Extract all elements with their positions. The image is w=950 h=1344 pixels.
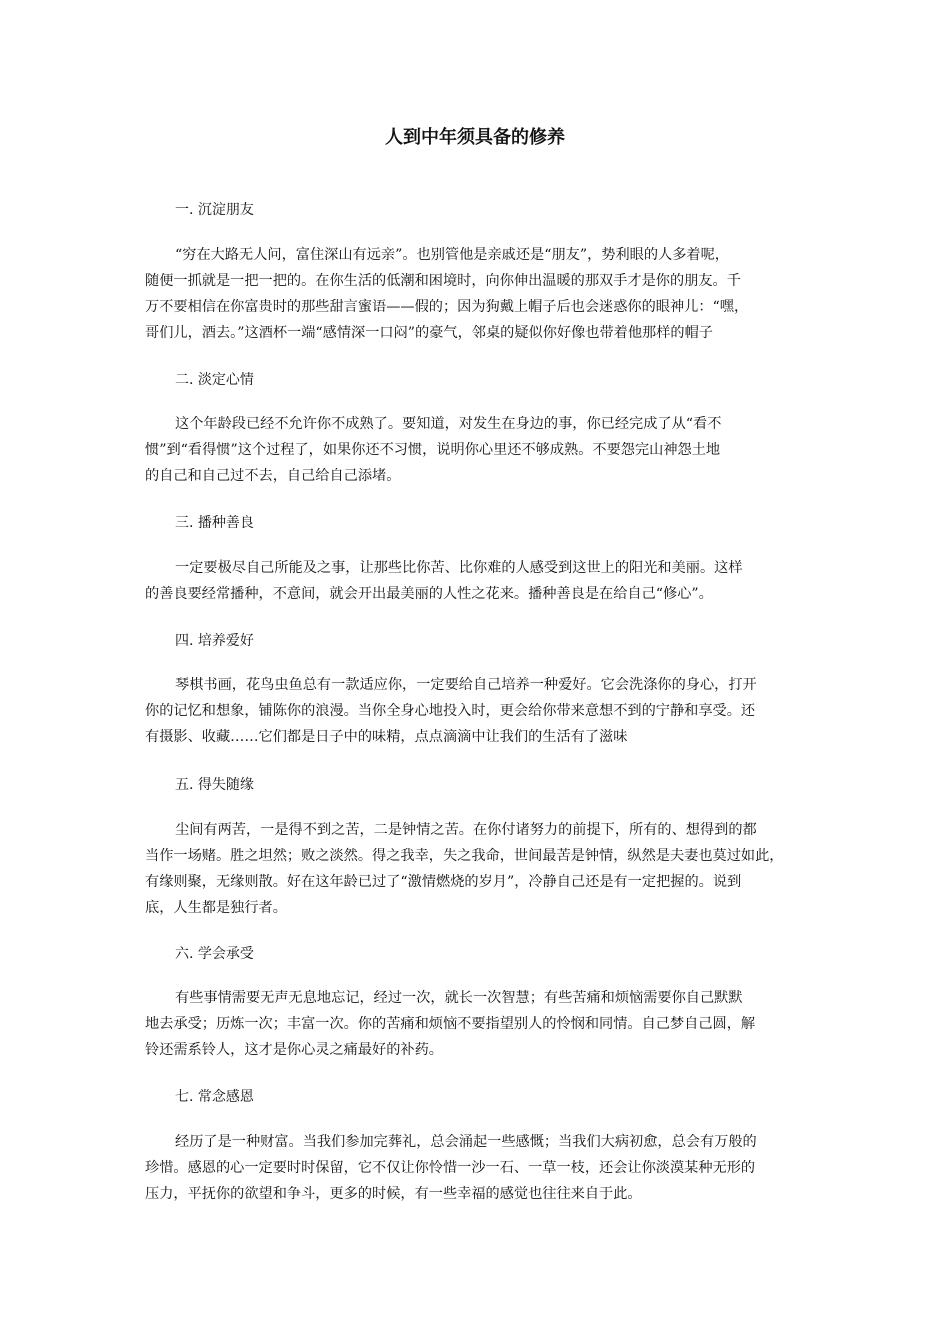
paragraph-line: 哥们儿，酒去。”这酒杯一端“感情深一口闷”的豪气，邻桌的疑似你好像也带着他那样的帽子 <box>145 325 713 341</box>
section-paragraph-7 <box>145 1129 809 1207</box>
paragraph-line: 万不要相信在你富贵时的那些甜言蜜语——假的；因为狗戴上帽子后也会迷惑你的眼神儿：“嘿， <box>145 299 749 315</box>
section-paragraph-2 <box>145 411 809 489</box>
section-heading-3: 三. 播种善良 <box>175 515 254 531</box>
section-paragraph-4 <box>145 672 809 750</box>
paragraph-line: 压力，平抚你的欲望和争斗，更多的时候，有一些幸福的感觉也往往来自于此。 <box>145 1186 642 1202</box>
paragraph-line: 地去承受；历炼一次；丰富一次。你的苦痛和烦恼不要指望别人的怜悯和同情。自己梦自己圆，解 <box>145 1016 756 1032</box>
paragraph-line: 的自己和自己过不去，自己给自己添堵。 <box>145 468 401 484</box>
paragraph-line: 你的记忆和想象，铺陈你的浪漫。当你全身心地投入时，更会给你带来意想不到的宁静和享受。还 <box>145 703 756 719</box>
paragraph-line: 有摄影、收藏……它们都是日子中的味精，点点滴滴中让我们的生活有了滋味 <box>145 729 628 745</box>
paragraph-line: 有缘则聚，无缘则散。好在这年龄已过了“激情燃烧的岁月”，冷静自己还是有一定把握的。说到 <box>145 874 742 890</box>
section-heading-7: 七. 常念感恩 <box>175 1089 254 1105</box>
section-paragraph-6 <box>145 985 809 1063</box>
document-title: 人到中年须具备的修养 <box>385 127 565 148</box>
section-paragraph-1 <box>145 242 809 346</box>
section-paragraph-5 <box>145 817 809 921</box>
section-heading-5: 五. 得失随缘 <box>175 777 254 793</box>
paragraph-line: 当作一场赌。胜之坦然；败之淡然。得之我幸，失之我命，世间最苦是钟情，纵然是夫妻也莫过如此， <box>145 848 784 864</box>
section-heading-1: 一. 沉淀朋友 <box>175 202 254 218</box>
paragraph-line: 底，人生都是独行者。 <box>145 900 287 916</box>
section-heading-6: 六. 学会承受 <box>175 946 254 962</box>
paragraph-line: 随便一抓就是一把一把的。在你生活的低潮和困境时，向你伸出温暖的那双手才是你的朋友。千 <box>145 273 741 289</box>
paragraph-line: 珍惜。感恩的心一定要时时保留，它不仅让你怜惜一沙一石、一草一枝，还会让你淡漠某种无形的 <box>145 1160 756 1176</box>
section-heading-2: 二. 淡定心情 <box>175 372 254 388</box>
paragraph-line: 尘间有两苦，一是得不到之苦，二是钟情之苦。在你付诸努力的前提下，所有的、想得到的都 <box>175 822 757 838</box>
paragraph-line: 经历了是一种财富。当我们参加完葬礼，总会涌起一些感慨；当我们大病初愈，总会有万般的 <box>175 1134 757 1150</box>
paragraph-line: 这个年龄段已经不允许你不成熟了。要知道，对发生在身边的事，你已经完成了从“看不 <box>175 416 722 432</box>
paragraph-line: “穷在大路无人问，富住深山有远亲”。也别管他是亲戚还是“朋友”，势利眼的人多着呢， <box>175 247 729 263</box>
paragraph-line: 一定要极尽自己所能及之事，让那些比你苦、比你难的人感受到这世上的阳光和美丽。这样 <box>175 560 743 576</box>
section-paragraph-3 <box>145 555 809 607</box>
paragraph-line: 惯”到“看得惯”这个过程了，如果你还不习惯，说明你心里还不够成熟。不要怨完山神怨土地 <box>145 442 721 458</box>
paragraph-line: 铃还需系铃人，这才是你心灵之痛最好的补药。 <box>145 1042 443 1058</box>
paragraph-line: 有些事情需要无声无息地忘记，经过一次，就长一次智慧；有些苦痛和烦恼需要你自己默默 <box>175 990 743 1006</box>
paragraph-line: 琴棋书画，花鸟虫鱼总有一款适应你，一定要给自己培养一种爱好。它会洗涤你的身心，打开 <box>175 677 757 693</box>
section-heading-4: 四. 培养爱好 <box>175 633 254 649</box>
paragraph-line: 的善良要经常播种，不意间，就会开出最美丽的人性之花来。播种善良是在给自己“修心”。 <box>145 586 713 602</box>
